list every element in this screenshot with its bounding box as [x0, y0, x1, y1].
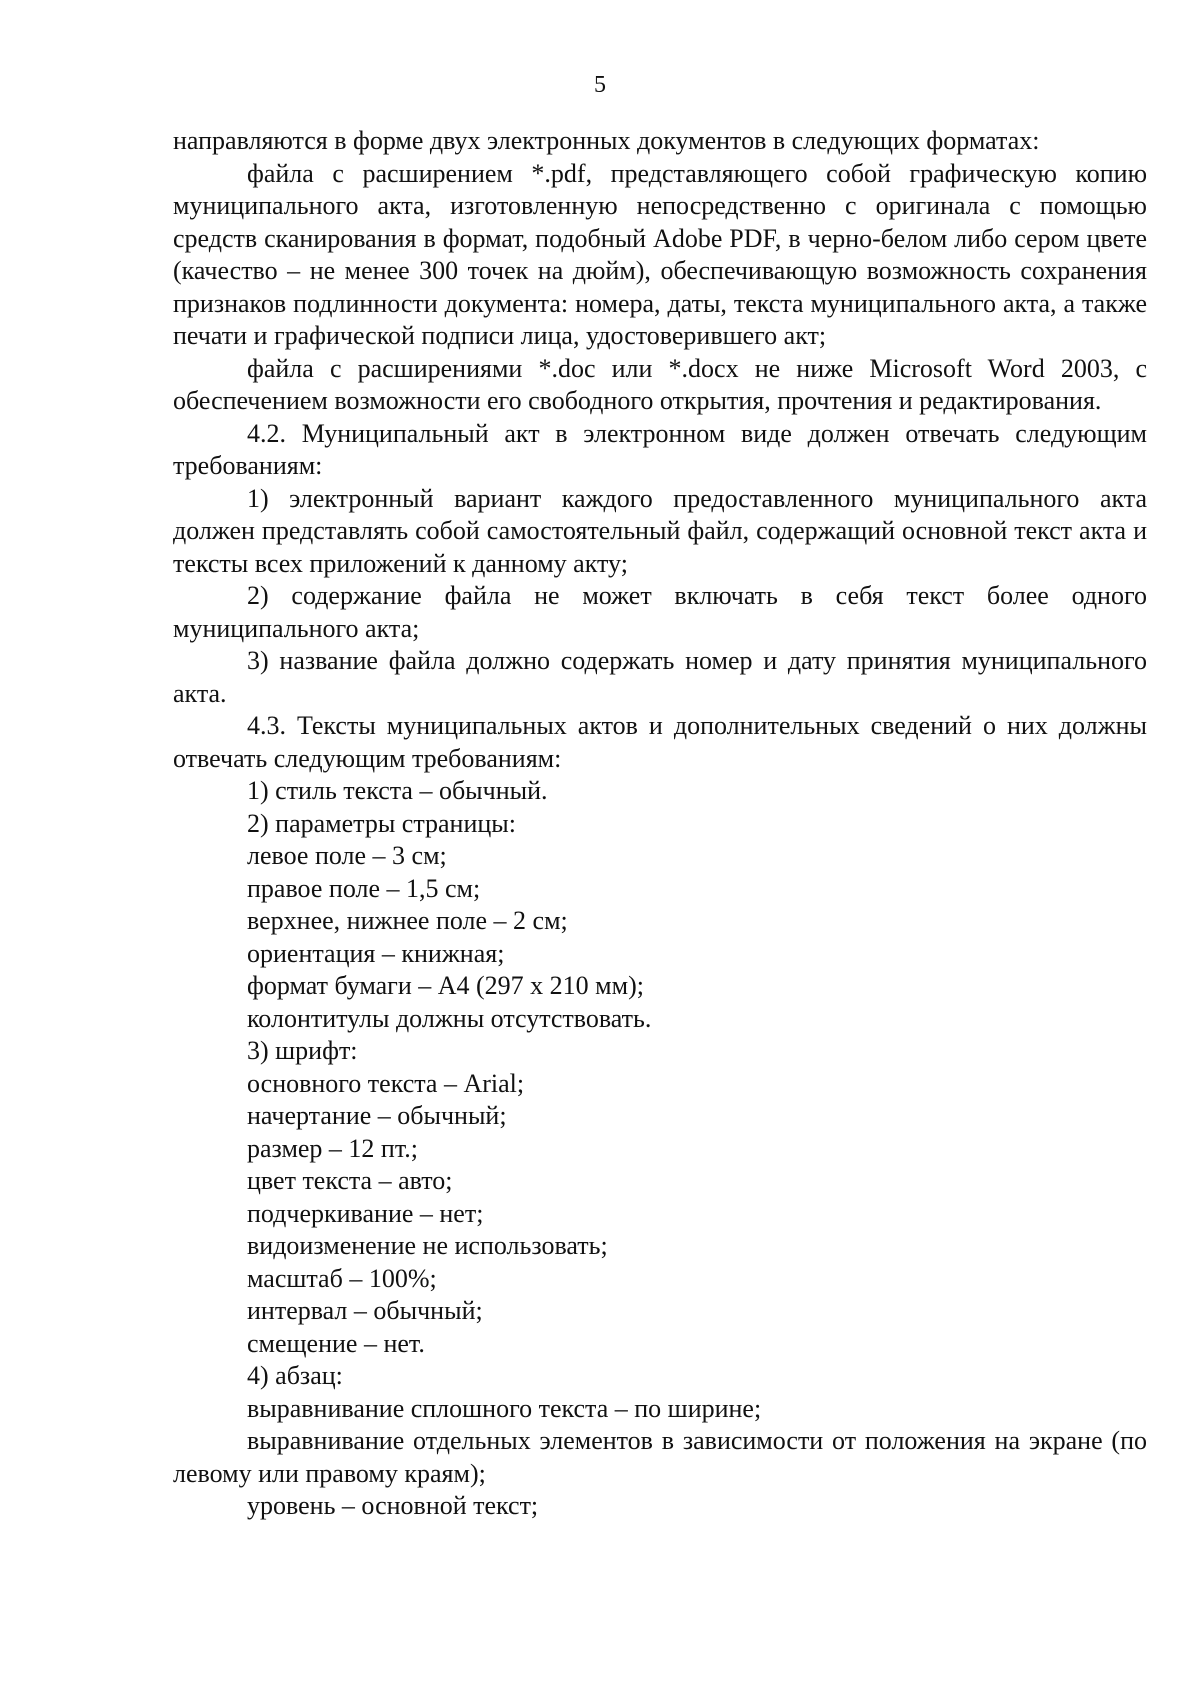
list-item: 4) абзац:	[247, 1361, 343, 1390]
list-item: левое поле – 3 см;	[247, 841, 447, 870]
list-item: 1) стиль текста – обычный.	[247, 776, 548, 805]
paragraph-4-2-item-1: 1) электронный вариант каждого предоставленного муниципального акта должен представлять собой самостоятельный файл, содержащий основной текст акта и тексты всех приложений к данному акту;	[173, 483, 1147, 578]
paragraph-4-2-item-3: 3) название файла должно содержать номер и дату принятия муниципального акта.	[173, 646, 1147, 708]
paragraph-pdf-file: файла с расширением *.pdf, представляющего собой графическую копию муниципального акта, изготовленную непосредственно с оригинала с помощью средств сканирования в формат, подобный Adobe PDF, в черно-белом либо сером цвете (качество – не менее 300 точек на дюйм), обеспечивающую возможность сохранения признаков подлинности документа: номера, даты, текста муниципального акта, а также печати и графической подписи лица, удостоверившего акт;	[173, 158, 1147, 350]
list-item: интервал – обычный;	[247, 1296, 483, 1325]
list-item: подчеркивание – нет;	[247, 1198, 484, 1228]
list-item: видоизменение не использовать;	[247, 1231, 608, 1260]
paragraph-formats-intro: направляются в форме двух электронных документов в следующих форматах:	[173, 126, 1040, 155]
paragraph-doc-file: файла с расширениями *.doc или *.docx не ниже Microsoft Word 2003, с обеспечением возможности его свободного открытия, прочтения и редактирования.	[173, 353, 1147, 415]
list-item: колонтитулы должны отсутствовать.	[247, 1003, 652, 1033]
list-item: основного текста – Arial;	[247, 1068, 525, 1098]
list-item: смещение – нет.	[247, 1328, 425, 1358]
page-number: 5	[594, 72, 606, 98]
list-item: размер – 12 пт.;	[247, 1133, 418, 1163]
list-item: верхнее, нижнее поле – 2 см;	[247, 906, 568, 935]
list-item: масштаб – 100%;	[247, 1263, 437, 1293]
list-item: 3) шрифт:	[247, 1036, 358, 1065]
list-item: начертание – обычный;	[247, 1101, 507, 1130]
list-item: правое поле – 1,5 см;	[247, 873, 481, 903]
list-item: ориентация – книжная;	[247, 938, 505, 968]
paragraph-4-2-item-2: 2) содержание файла не может включать в себя текст более одного муниципального акта;	[173, 581, 1147, 643]
list-item: формат бумаги – А4 (297 х 210 мм);	[247, 971, 644, 1000]
list-item: выравнивание отдельных элементов в зависимости от положения на экране (по левому или правому краям);	[173, 1426, 1147, 1488]
document-body	[173, 125, 1147, 1523]
list-item: 2) параметры страницы:	[247, 808, 516, 838]
list-item: уровень – основной текст;	[247, 1491, 539, 1520]
list-item: выравнивание сплошного текста – по ширине;	[247, 1393, 762, 1423]
paragraph-4-2: 4.2. Муниципальный акт в электронном виде должен отвечать следующим требованиям:	[173, 418, 1147, 480]
list-item: цвет текста – авто;	[247, 1166, 453, 1195]
paragraph-4-3: 4.3. Тексты муниципальных актов и дополнительных сведений о них должны отвечать следующим требованиям:	[173, 711, 1147, 773]
